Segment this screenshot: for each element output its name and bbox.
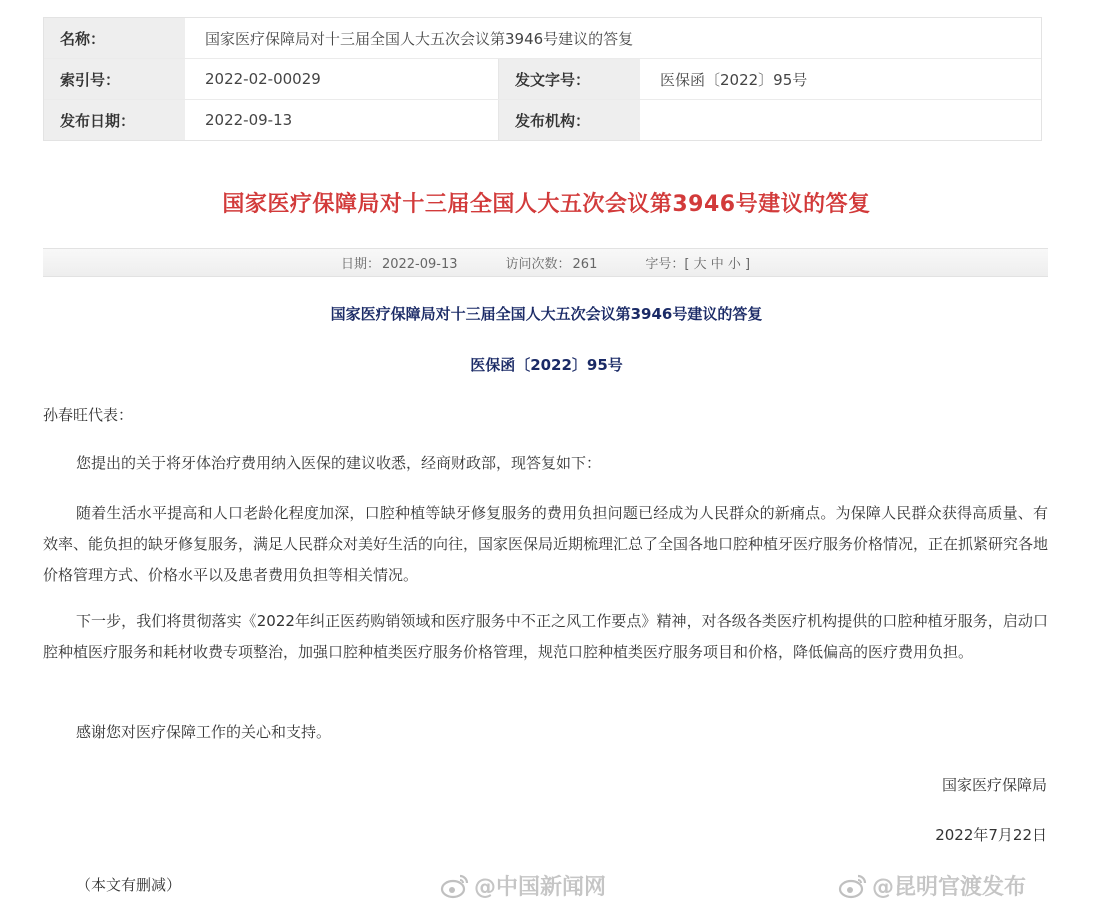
meta-row-name: [44, 18, 1041, 59]
page-headline: 国家医疗保障局对十三届全国人大五次会议第3946号建议的答复: [222, 192, 871, 217]
paragraph-3: 下一步，我们将贯彻落实《2022年纠正医药购销领域和医疗服务中不正之风工作要点》精神，对各级各类医疗机构提供的口腔种植牙服务，启动口腔种植医疗服务和耗材收费专项整治，加强口腔种植类医疗服务价格管理，规范口腔种植类医疗服务项目和价格，降低偏高的医疗费用负担。: [43, 612, 1048, 661]
metadata-table: [43, 17, 1042, 141]
document-title: 国家医疗保障局对十三届全国人大五次会议第3946号建议的答复: [330, 305, 763, 323]
info-fontsize-label: 字号：: [645, 257, 685, 272]
paragraph-1: 您提出的关于将牙体治疗费用纳入医保的建议收悉，经商财政部，现答复如下：: [76, 454, 602, 472]
watermark-text-2: @昆明官渡发布: [872, 875, 1027, 900]
paragraph-4: 感谢您对医疗保障工作的关心和支持。: [76, 723, 332, 741]
info-visits-value: 261: [572, 257, 598, 272]
docno-label: 发文字号：: [498, 59, 640, 99]
info-bar: [43, 248, 1048, 277]
info-fontsize[interactable]: [645, 253, 750, 272]
document-number: 医保函〔2022〕95号: [470, 356, 623, 374]
watermark-chinanews: [440, 870, 606, 901]
meta-row-index: [44, 59, 1041, 100]
date-value: 2022-09-13: [185, 100, 498, 140]
org-value: [640, 100, 1041, 140]
info-visits: [506, 253, 598, 272]
info-visits-label: 访问次数：: [505, 257, 571, 272]
docno-value: 医保函〔2022〕95号: [640, 59, 1041, 99]
weibo-icon: [838, 873, 868, 899]
salutation: 孙春旺代表：: [43, 406, 134, 424]
signature-date: 2022年7月22日: [935, 826, 1047, 844]
name-value: 国家医疗保障局对十三届全国人大五次会议第3946号建议的答复: [185, 18, 1041, 58]
index-label: 索引号：: [44, 59, 185, 99]
info-date-value: 2022-09-13: [381, 257, 458, 272]
abridged-note: （本文有删减）: [76, 876, 182, 894]
meta-row-date: [44, 100, 1041, 140]
info-date-label: 日期：: [340, 257, 380, 272]
index-value: 2022-02-00029: [185, 59, 498, 99]
date-label: 发布日期：: [44, 100, 185, 140]
weibo-icon: [440, 873, 470, 899]
org-label: 发布机构：: [498, 100, 640, 140]
watermark-text-1: @中国新闻网: [474, 875, 607, 900]
name-label: 名称：: [44, 18, 185, 58]
font-size-switcher[interactable]: [ 大 中 小 ]: [684, 257, 751, 272]
watermark-kunming-guandu: [838, 870, 1026, 901]
signature-org: 国家医疗保障局: [941, 776, 1047, 794]
info-date: [341, 253, 458, 272]
paragraph-2: 随着生活水平提高和人口老龄化程度加深，口腔种植等缺牙修复服务的费用负担问题已经成为人民群众的新痛点。为保障人民群众获得高质量、有效率、能负担的缺牙修复服务，满足人民群众对美好生活的向往，国家医保局近期梳理汇总了全国各地口腔种植牙医疗服务价格情况，正在抓紧研究各地价格管理方式、价格水平以及患者费用负担等相关情况。: [43, 504, 1049, 584]
